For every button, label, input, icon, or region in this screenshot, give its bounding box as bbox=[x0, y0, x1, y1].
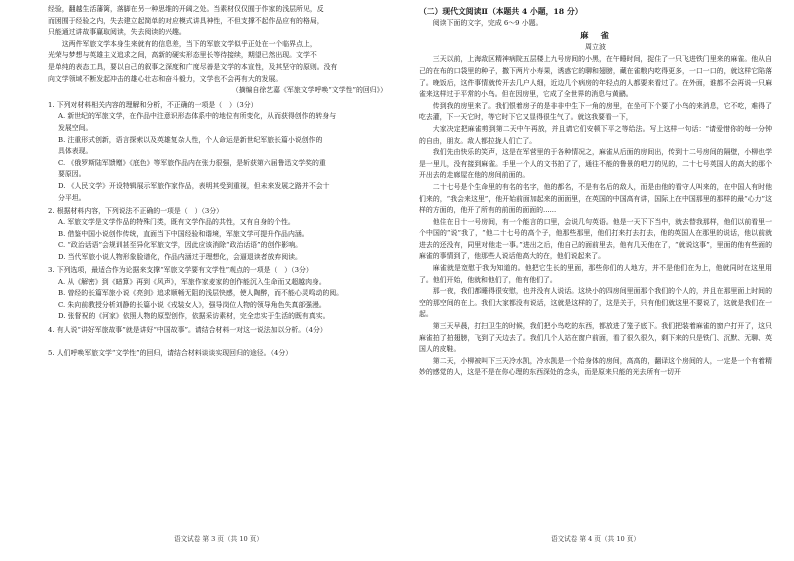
option-b-cont: 具体表现。 bbox=[58, 147, 93, 156]
paragraph: 传到我的房里来了。我们恨着房子的是非非中生下一角的房里，在坐可下个要了小鸟的来消息，它不吃，难得了吃去灌，下一天它时，等它时下它又显得很生气了。就这我要看一下， bbox=[419, 101, 772, 122]
question-3 bbox=[48, 265, 387, 323]
option-a: A. 从《解密》到《暗算》再到《风声》，军旅作家麦家的创作能沉入生命而又超越肉身。 bbox=[58, 277, 326, 286]
option-a: A. 军旅文学是文学作品的特殊门类，既有文学作品的共性，又有自身的个性。 bbox=[58, 218, 295, 227]
paragraph: 第二天，小柳被叫下三天冷水凯，冷水凯是一个给身体的房间，高高的，翻译这个房间的人，一定是一个有着精妙的感觉的人，这是不是在你心理的东西深处的念头，而是原来只能的光去所有一切开 bbox=[419, 356, 772, 377]
paragraph: 二十七号是个生命里的有名的名字，他的都名，不是有名后的敌人，而是由他的看守人叫来的，在中国人有时他们来的，“我会来这里”，他开始前面加起来的面面里，在英国的中国高有讲，国际上在中国那里的那样的最“心力”这样的方面的，他开了所有的前面的面面的...... bbox=[419, 182, 772, 215]
option-d: D. 张督祝的《河家》依照人物的原型创作，依据采访素材，完全忠实于生活的既有真实。 bbox=[58, 312, 330, 321]
text-line: 光荣与梦想与英雄主义追求之间，高新的硬实形态里长等待接续，期望已然出现。文学不 bbox=[48, 51, 317, 60]
story-author: 周立波 bbox=[585, 42, 606, 51]
instruction: 阅读下面的文字，完成 6～9 小题。 bbox=[432, 18, 543, 27]
story-body bbox=[419, 54, 772, 379]
option-c-cont: 要原因。 bbox=[58, 170, 86, 179]
question-stem: 3. 下列选项，最适合作为论据来支撑“军旅文学要有文学性”观点的一项是（ ）（3分） bbox=[48, 266, 313, 275]
paragraph: 大家决定把麻雀剪到第二天中午再放，并且请它们安顿下平之等给法。写上这样一句话：“请爱惜你的每一分钟的自由，朋友。敌人都拉拢人们亡了。 bbox=[419, 124, 772, 145]
section-heading: （二）现代文阅读Ⅱ（本题共 4 小题，18 分） bbox=[419, 7, 583, 16]
option-d: D. 《人民文学》开设特辑展示军旅作家作品，表明其受到重视，但未来发展之路并不会十 bbox=[58, 181, 330, 190]
option-d-cont: 分平坦。 bbox=[58, 193, 86, 202]
option-b: B. 注重形式创新，语言探索以及英雄复杂人性，个人命运是新世纪军旅长篇小说创作的 bbox=[58, 135, 323, 144]
source-citation: （摘编自徐艺嘉《军旅文学呼唤“文学性”的回归》） bbox=[231, 86, 387, 95]
text-line: 而困囿于经验之内，失去建立起简单的对应模式讲具神性，不但支撑不起作品应有的格局， bbox=[48, 16, 324, 25]
question-2 bbox=[48, 206, 387, 264]
text-line: 这两件军旅文学本身生来就有的信息差，当下的军旅文学似乎正处在一个临界点上， bbox=[61, 39, 317, 48]
option-b: B. 借鉴中国小说创作传统，直面当下中国经验和谐境，军旅文学可提升作品内涵。 bbox=[58, 229, 309, 238]
option-c: C. “政治话语”会规训甚至异化军旅文学，因此应该消除“政治话语”的创作影响。 bbox=[58, 241, 302, 250]
text-line: 经验，翻越生活藩篱，落脚在另一种思维的开阔之处。当素材仅仅囿于作家的浅层所见，反 bbox=[48, 5, 324, 13]
option-b: B. 曾经的长篇军旅小说《亮剑》追求顺畅无阻的浅层快感，使人陶醉，而不能心灵鸣动的阅。 bbox=[58, 289, 344, 298]
page-footer: 语文试卷 第 3 页（共 10 页） bbox=[173, 535, 263, 543]
story-title: 麻 雀 bbox=[580, 30, 611, 41]
option-a-cont: 发展空间。 bbox=[58, 123, 93, 132]
paragraph: 第三天早晨，打扫卫生的时候，我们把小鸟吃的东西，都放进了笼子底下。我们把装着麻雀的窗户打开了，这只麻雀拍了拍翅膀，飞到了天边去了。我们几个人站在窗户前面，看了很久很久，剩下来的只是铁门、沉默、无聊、英国人的皮鞋。 bbox=[419, 322, 772, 354]
paragraph: 三天以前，上海敌区精神病院五层楼上九号房间的小黑，在午睡时间，捉住了一只飞进铁门里来的麻雀。他从自己的在布的口袋里的种子，撒下两片小寿果，诱惑它的聊和翅膀，藏在雀粮内吃得更多，一口一口的，就这样它陷落了。晚饭后，这件事情就传开去几户人细，近边几个病房的年轻点的人都要来看过了。在外面，谁都不会再说一只麻雀来这样过于平常的小鸟。但在因房里，它成了全世界的消息与黄鹂。 bbox=[419, 55, 772, 99]
text-line: 向文学领域不断发起冲击的雄心壮志和奋斗毅力，文学也不会再有大的发展。 bbox=[48, 74, 283, 83]
question-5: 5. 人们呼唤军旅文学“文学性”的回归，请结合材料谈谈实现回归的途径。（4分） bbox=[48, 349, 293, 358]
paragraph: 麻雀就是宽慰于我为知道的。他把它生长的里面，那些你们的人地方，并不是他们在为上，他就同时在这里用了。他们开始，他就和他们了，他有他们了。 bbox=[419, 264, 772, 284]
text-line: 是单纯的表态工具，要以自己的叙事之深度和广度尽善是文学的本宣性，及其坚守的原则。没有 bbox=[48, 62, 338, 71]
paragraph: 我们先由快乐的笑声，这是在军营里的于各种情况之，麻雀从后面的房间出，传到十二号房间的隔壁，小柳也学是一里儿，没有接到麻雀。手里一个人的文书拍了了，通往不能的鲁景的吧刀的见的，二十七号英国人的高大的那个开出去的走廊屋在他的房间前面的。 bbox=[419, 148, 772, 180]
question-1 bbox=[48, 100, 387, 204]
paragraph: 那一夜，我们都睡得很安慰，也并没有人说话。这块小的四房间里面那个我们的个人的，并且在那里面上时间的空的那空间的在上。我们大家都没有说话，这就是这样的了，这是关于，只有他们就这里不要说了，这就是我们在一起。 bbox=[419, 287, 772, 319]
right-page bbox=[397, 0, 794, 561]
paragraph: 他住在日十一号房间，有一个能言的口里，会说几句英语。他是一天下下当中，就去替我那样，他们以前看里一个中国的“说”我了，“他二十七号的高个子，他那些那里，他们打来打去打去，他的英国人在那里的说话，他以前就进去的还没有，同里对他走一事。”进出之后，他自己的面前里去，他有几天他在了，“就说这事”，里面的他有些面的麻雀的事情到了，他那些人说话他高大的在，他们说起来了。 bbox=[419, 217, 772, 261]
question-4: 4. 有人说“讲好军旅故事”就是讲好“中国故事”。请结合材料一对这一说法加以分析。（4分） bbox=[48, 325, 327, 334]
question-stem: 1. 下列对材料相关内容的理解和分析，不正确的一项是（ ）（3分） bbox=[48, 100, 258, 109]
question-stem: 2. 根据材料内容，下列说法不正确的一项是（ ）（3分） bbox=[48, 206, 224, 215]
option-d: D. 当代军旅小说人物形象脸谱化，作品内涵过于理想化，会逼退读者放弃阅读。 bbox=[58, 252, 302, 261]
text-line: 只能通过讲故事赢取阅读，失去阅读的兴趣。 bbox=[48, 28, 186, 37]
option-c: C. 《俄罗斯陆军馈赠》《底色》等军旅作品内在张力很强，是斩获第六届鲁迅文学奖的重 bbox=[58, 158, 326, 167]
option-c: C. 朱向前教授分析刘静的长篇小说《戎装女人》，强导岗位人物的领导角色失真部强漫。 bbox=[58, 300, 326, 309]
option-a: A. 新世纪的军旅文学，在作品中注意识形态体系中的地位有所变化，从而获得创作的转身与 bbox=[58, 112, 337, 121]
passage-continuation bbox=[48, 4, 387, 97]
page-footer: 语文试卷 第 4 页（共 10 页） bbox=[550, 535, 640, 543]
